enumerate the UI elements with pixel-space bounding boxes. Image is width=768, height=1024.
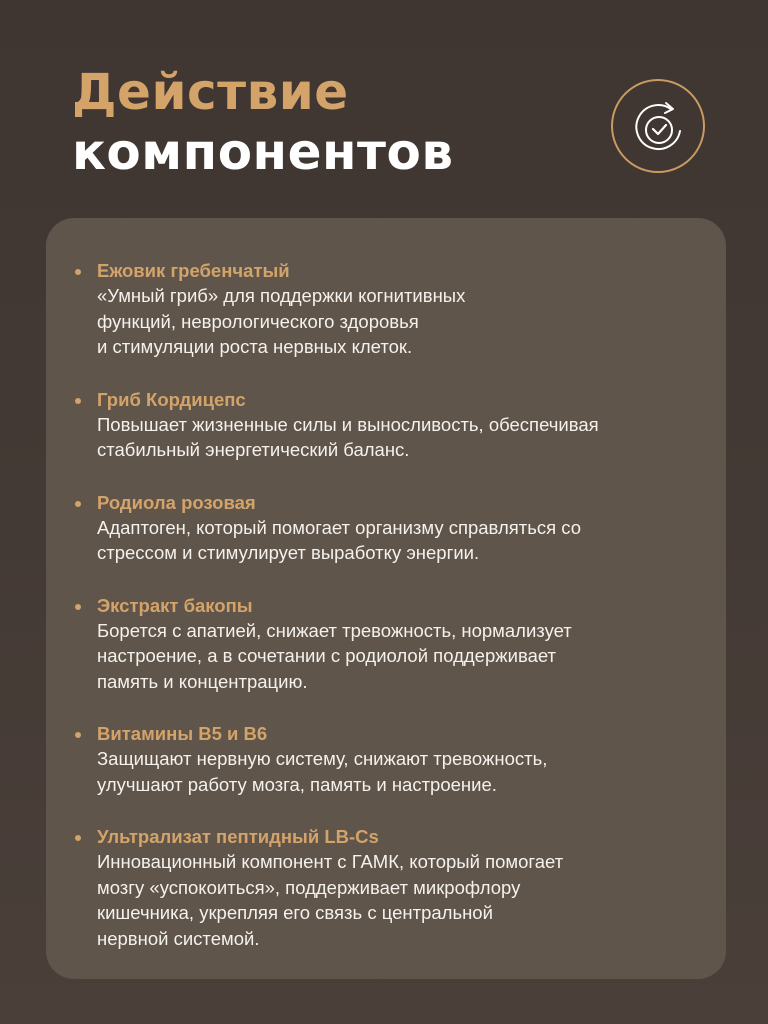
components-card	[46, 218, 726, 979]
component-description: функций, неврологического здоровья	[97, 310, 419, 332]
component-item	[46, 258, 726, 360]
component-description: Повышает жизненные силы и выносливость, обеспечивая	[97, 413, 599, 435]
bullet-icon	[75, 835, 81, 841]
component-description: Инновационный компонент с ГАМК, который помогает	[97, 851, 564, 872]
component-description: улучшают работу мозга, память и настроение.	[97, 773, 497, 795]
page-title-line2: компонентов	[72, 123, 454, 181]
component-title: Гриб Кордицепс	[97, 388, 246, 410]
component-title: Ежовик гребенчатый	[97, 260, 290, 281]
component-description: Защищают нервную систему, снижают тревожность,	[97, 748, 548, 769]
page-title	[72, 62, 454, 182]
component-item	[46, 721, 726, 797]
component-title: Экстракт бакопы	[97, 594, 253, 616]
refresh-check-badge	[611, 79, 705, 173]
component-description: стабильный энергетический баланс.	[97, 439, 410, 460]
component-description: настроение, а в сочетании с родиолой поддерживает	[97, 645, 557, 666]
components-list	[46, 258, 726, 978]
bullet-icon	[75, 732, 81, 738]
page-title-line1: Действие	[72, 63, 349, 121]
refresh-check-icon	[613, 81, 703, 171]
component-description: стрессом и стимулирует выработку энергии.	[97, 542, 480, 563]
component-item	[46, 387, 726, 463]
component-item	[46, 490, 726, 566]
component-description: кишечника, укрепляя его связь с центральной	[97, 902, 493, 923]
component-title: Родиола розовая	[97, 491, 256, 513]
component-title: Витамины B5 и B6	[97, 723, 268, 744]
bullet-icon	[75, 501, 81, 507]
bullet-icon	[75, 604, 81, 610]
component-item	[46, 593, 726, 695]
component-description: Борется с апатией, снижает тревожность, нормализует	[97, 619, 572, 641]
component-description: «Умный гриб» для поддержки когнитивных	[97, 285, 466, 306]
component-description: и стимуляции роста нервных клеток.	[97, 336, 413, 357]
component-description: Адаптоген, который помогает организму справляться со	[97, 516, 582, 538]
component-title: Ультрализат пептидный LB-Cs	[97, 826, 379, 847]
bullet-icon	[75, 269, 81, 275]
bullet-icon	[75, 398, 81, 404]
component-item	[46, 824, 726, 951]
component-description: мозгу «успокоиться», поддерживает микрофлору	[97, 876, 521, 898]
component-description: память и концентрацию.	[97, 670, 308, 692]
component-description: нервной системой.	[97, 927, 260, 949]
